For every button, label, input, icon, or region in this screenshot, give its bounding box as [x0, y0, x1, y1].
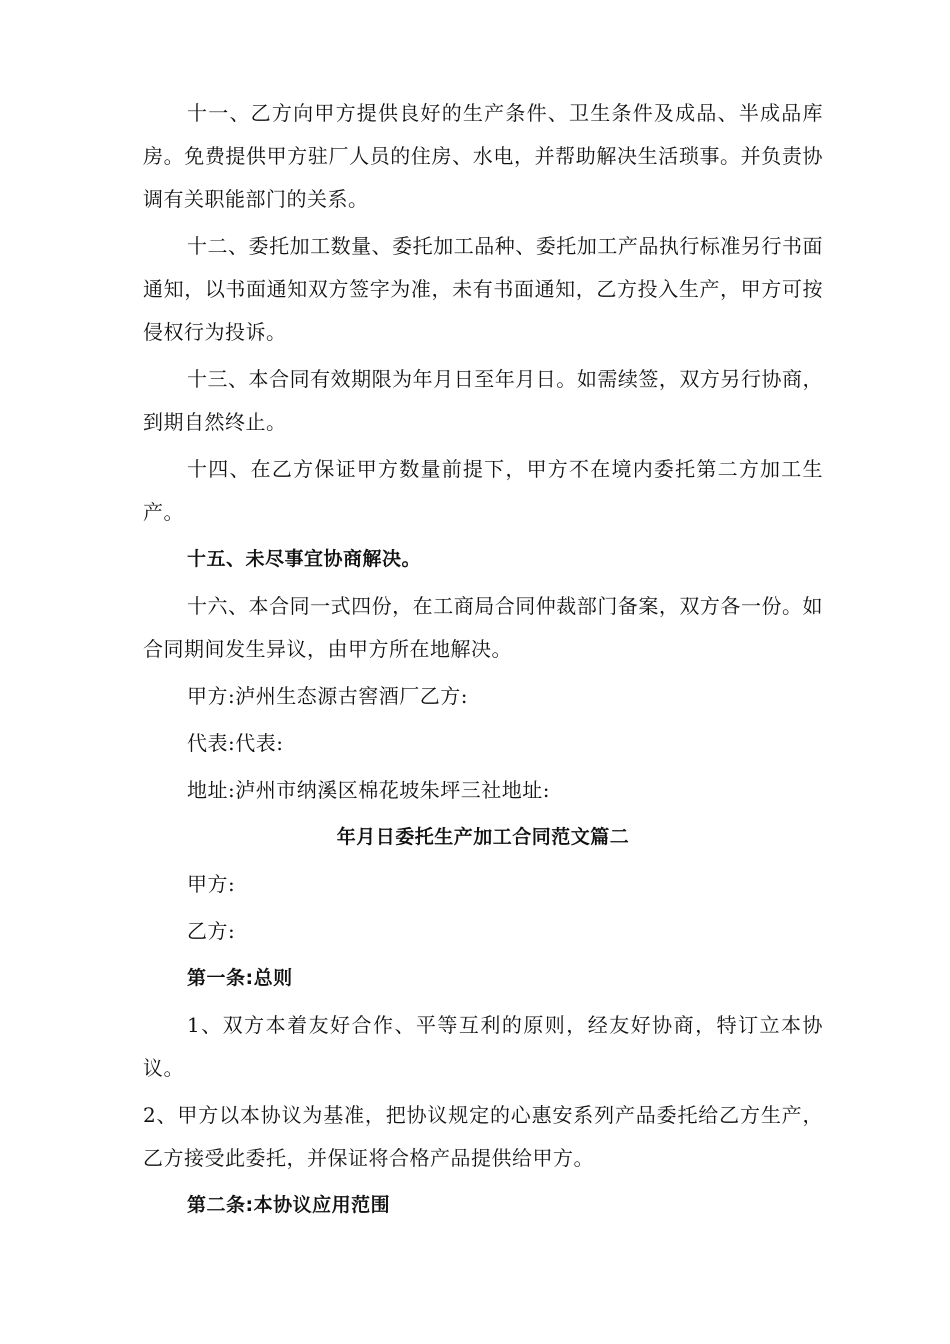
address-line: 地址:泸州市纳溪区棉花坡朱坪三社地址: — [187, 778, 550, 802]
article-1-item-2: 2、甲方以本协议为基准，把协议规定的心惠安系列产品委托给乙方生产，乙方接受此委托，并保证将合格产品提供给甲方。 — [143, 1103, 823, 1170]
party-a-line: 甲方:泸州生态源古窖酒厂乙方: — [187, 684, 468, 708]
clause-12: 十二、委托加工数量、委托加工品种、委托加工产品执行标准另行书面通知，以书面通知双方签字为准，未有书面通知，乙方投入生产，甲方可按侵权行为投诉。 — [143, 234, 823, 344]
section-title: 年月日委托生产加工合同范文篇二 — [336, 826, 630, 848]
article-1-item-1: 1、双方本着友好合作、平等互利的原则，经友好协商，特订立本协议。 — [143, 1013, 823, 1080]
representative-line: 代表:代表: — [187, 731, 284, 755]
section2-party-a: 甲方: — [187, 872, 236, 896]
clause-14: 十四、在乙方保证甲方数量前提下，甲方不在境内委托第二方加工生产。 — [143, 457, 823, 524]
section2-party-b: 乙方: — [187, 919, 236, 943]
article-1-heading: 第一条:总则 — [187, 967, 293, 989]
clause-16: 十六、本合同一式四份，在工商局合同仲裁部门备案，双方各一份。如合同期间发生异议，由甲方所在地解决。 — [143, 594, 823, 661]
clause-13: 十三、本合同有效期限为年月日至年月日。如需续签，双方另行协商，到期自然终止。 — [143, 367, 823, 434]
document-body — [143, 92, 823, 1227]
clause-11: 十一、乙方向甲方提供良好的生产条件、卫生条件及成品、半成品库房。免费提供甲方驻厂人员的住房、水电，并帮助解决生活琐事。并负责协调有关职能部门的关系。 — [143, 101, 823, 211]
article-2-heading: 第二条:本协议应用范围 — [187, 1194, 391, 1216]
clause-15: 十五、未尽事宜协商解决。 — [187, 548, 422, 570]
